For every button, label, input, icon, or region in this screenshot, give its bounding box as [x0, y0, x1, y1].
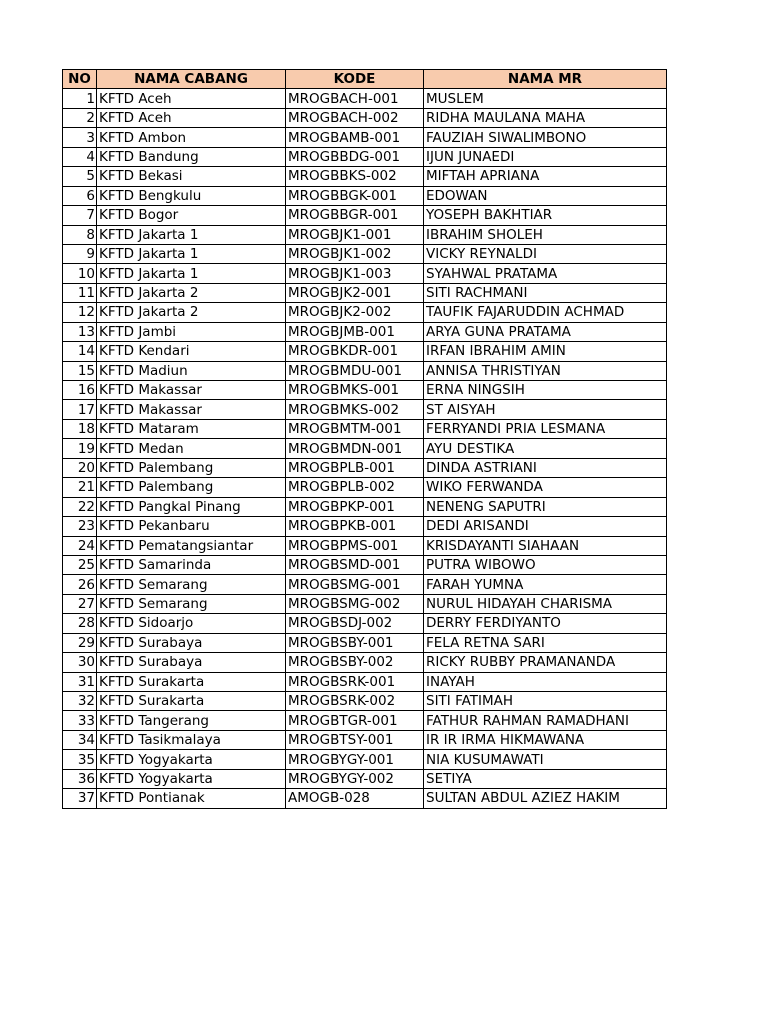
- kode-cell: MROGBTGR-001: [286, 711, 424, 730]
- no-cell: 6: [63, 186, 97, 205]
- nama-cabang-cell: KFTD Pematangsiantar: [97, 536, 286, 555]
- kode-cell: MROGBJK1-001: [286, 225, 424, 244]
- nama-mr-cell: RICKY RUBBY PRAMANANDA: [424, 653, 667, 672]
- kode-cell: MROGBJK1-002: [286, 244, 424, 263]
- nama-mr-cell: DINDA ASTRIANI: [424, 458, 667, 477]
- kode-cell: MROGBSRK-002: [286, 692, 424, 711]
- nama-cabang-cell: KFTD Bekasi: [97, 167, 286, 186]
- nama-mr-cell: TAUFIK FAJARUDDIN ACHMAD: [424, 303, 667, 322]
- nama-mr-cell: FERRYANDI PRIA LESMANA: [424, 419, 667, 438]
- no-cell: 22: [63, 497, 97, 516]
- nama-mr-cell: RIDHA MAULANA MAHA: [424, 108, 667, 127]
- nama-cabang-cell: KFTD Tasikmalaya: [97, 730, 286, 749]
- no-cell: 2: [63, 108, 97, 127]
- nama-cabang-cell: KFTD Ambon: [97, 128, 286, 147]
- sheet: [62, 69, 667, 809]
- nama-mr-cell: ST AISYAH: [424, 400, 667, 419]
- nama-cabang-cell: KFTD Semarang: [97, 575, 286, 594]
- nama-cabang-cell: KFTD Bandung: [97, 147, 286, 166]
- no-cell: 15: [63, 361, 97, 380]
- no-cell: 4: [63, 147, 97, 166]
- no-cell: 11: [63, 283, 97, 302]
- kode-cell: MROGBMDN-001: [286, 439, 424, 458]
- nama-cabang-cell: KFTD Jakarta 2: [97, 283, 286, 302]
- nama-mr-cell: FAUZIAH SIWALIMBONO: [424, 128, 667, 147]
- kode-cell: MROGBJMB-001: [286, 322, 424, 341]
- no-cell: 14: [63, 342, 97, 361]
- table-row: [63, 789, 667, 808]
- kode-cell: MROGBSRK-001: [286, 672, 424, 691]
- no-cell: 32: [63, 692, 97, 711]
- nama-cabang-cell: KFTD Mataram: [97, 419, 286, 438]
- nama-mr-cell: SYAHWAL PRATAMA: [424, 264, 667, 283]
- table-row: [63, 400, 667, 419]
- kode-cell: MROGBACH-001: [286, 89, 424, 108]
- no-cell: 31: [63, 672, 97, 691]
- nama-cabang-cell: KFTD Surabaya: [97, 653, 286, 672]
- no-cell: 9: [63, 244, 97, 263]
- nama-mr-cell: IJUN JUNAEDI: [424, 147, 667, 166]
- kode-cell: MROGBAMB-001: [286, 128, 424, 147]
- nama-mr-cell: SITI RACHMANI: [424, 283, 667, 302]
- kode-cell: MROGBPLB-002: [286, 478, 424, 497]
- no-cell: 21: [63, 478, 97, 497]
- kode-cell: MROGBACH-002: [286, 108, 424, 127]
- nama-cabang-cell: KFTD Pangkal Pinang: [97, 497, 286, 516]
- no-cell: 27: [63, 594, 97, 613]
- no-cell: 8: [63, 225, 97, 244]
- table-row: [63, 672, 667, 691]
- kode-cell: MROGBKDR-001: [286, 342, 424, 361]
- no-cell: 34: [63, 730, 97, 749]
- table-row: [63, 244, 667, 263]
- nama-mr-cell: EDOWAN: [424, 186, 667, 205]
- no-cell: 18: [63, 419, 97, 438]
- table-row: [63, 225, 667, 244]
- kode-cell: MROGBJK1-003: [286, 264, 424, 283]
- nama-cabang-cell: KFTD Makassar: [97, 381, 286, 400]
- header-row: [63, 70, 667, 89]
- nama-cabang-cell: KFTD Bengkulu: [97, 186, 286, 205]
- no-cell: 29: [63, 633, 97, 652]
- table-body: [63, 89, 667, 808]
- no-cell: 20: [63, 458, 97, 477]
- nama-cabang-cell: KFTD Jakarta 1: [97, 225, 286, 244]
- nama-cabang-cell: KFTD Yogyakarta: [97, 750, 286, 769]
- nama-mr-cell: NENENG SAPUTRI: [424, 497, 667, 516]
- kode-cell: MROGBJK2-001: [286, 283, 424, 302]
- no-cell: 7: [63, 206, 97, 225]
- nama-cabang-cell: KFTD Surakarta: [97, 672, 286, 691]
- table-row: [63, 769, 667, 788]
- table-row: [63, 167, 667, 186]
- no-cell: 24: [63, 536, 97, 555]
- no-cell: 23: [63, 517, 97, 536]
- no-cell: 3: [63, 128, 97, 147]
- table-row: [63, 555, 667, 574]
- table-row: [63, 419, 667, 438]
- nama-cabang-cell: KFTD Makassar: [97, 400, 286, 419]
- kode-cell: MROGBBGR-001: [286, 206, 424, 225]
- kode-cell: MROGBSBY-002: [286, 653, 424, 672]
- no-cell: 25: [63, 555, 97, 574]
- table-row: [63, 750, 667, 769]
- nama-mr-cell: FELA RETNA SARI: [424, 633, 667, 652]
- no-cell: 1: [63, 89, 97, 108]
- kode-cell: MROGBSMG-002: [286, 594, 424, 613]
- table-row: [63, 108, 667, 127]
- no-cell: 37: [63, 789, 97, 808]
- no-cell: 5: [63, 167, 97, 186]
- nama-mr-cell: IRFAN IBRAHIM AMIN: [424, 342, 667, 361]
- nama-cabang-cell: KFTD Jakarta 2: [97, 303, 286, 322]
- kode-cell: MROGBBKS-002: [286, 167, 424, 186]
- table-row: [63, 128, 667, 147]
- nama-cabang-cell: KFTD Pekanbaru: [97, 517, 286, 536]
- nama-mr-cell: DEDI ARISANDI: [424, 517, 667, 536]
- nama-cabang-cell: KFTD Aceh: [97, 108, 286, 127]
- kode-cell: MROGBPKP-001: [286, 497, 424, 516]
- kode-cell: MROGBSMD-001: [286, 555, 424, 574]
- header-nama-cabang: NAMA CABANG: [97, 70, 286, 89]
- nama-mr-cell: IR IR IRMA HIKMAWANA: [424, 730, 667, 749]
- no-cell: 33: [63, 711, 97, 730]
- kode-cell: MROGBSDJ-002: [286, 614, 424, 633]
- nama-mr-cell: YOSEPH BAKHTIAR: [424, 206, 667, 225]
- nama-cabang-cell: KFTD Bogor: [97, 206, 286, 225]
- nama-mr-cell: KRISDAYANTI SIAHAAN: [424, 536, 667, 555]
- table-row: [63, 458, 667, 477]
- nama-cabang-cell: KFTD Samarinda: [97, 555, 286, 574]
- no-cell: 26: [63, 575, 97, 594]
- table-row: [63, 536, 667, 555]
- nama-mr-cell: SULTAN ABDUL AZIEZ HAKIM: [424, 789, 667, 808]
- nama-cabang-cell: KFTD Palembang: [97, 458, 286, 477]
- table-row: [63, 264, 667, 283]
- kode-cell: MROGBTSY-001: [286, 730, 424, 749]
- kode-cell: MROGBMTM-001: [286, 419, 424, 438]
- nama-mr-cell: FARAH YUMNA: [424, 575, 667, 594]
- table-row: [63, 283, 667, 302]
- no-cell: 17: [63, 400, 97, 419]
- nama-mr-cell: ERNA NINGSIH: [424, 381, 667, 400]
- no-cell: 28: [63, 614, 97, 633]
- kode-cell: MROGBMKS-001: [286, 381, 424, 400]
- no-cell: 10: [63, 264, 97, 283]
- nama-mr-cell: WIKO FERWANDA: [424, 478, 667, 497]
- table-row: [63, 653, 667, 672]
- nama-mr-cell: SITI FATIMAH: [424, 692, 667, 711]
- table-row: [63, 614, 667, 633]
- table-row: [63, 439, 667, 458]
- nama-cabang-cell: KFTD Palembang: [97, 478, 286, 497]
- kode-cell: MROGBYGY-001: [286, 750, 424, 769]
- table-row: [63, 517, 667, 536]
- kode-cell: MROGBPKB-001: [286, 517, 424, 536]
- kode-cell: MROGBBGK-001: [286, 186, 424, 205]
- nama-mr-cell: DERRY FERDIYANTO: [424, 614, 667, 633]
- no-cell: 19: [63, 439, 97, 458]
- no-cell: 16: [63, 381, 97, 400]
- kode-cell: MROGBMDU-001: [286, 361, 424, 380]
- nama-mr-cell: INAYAH: [424, 672, 667, 691]
- nama-cabang-cell: KFTD Madiun: [97, 361, 286, 380]
- kode-cell: MROGBBDG-001: [286, 147, 424, 166]
- table-row: [63, 711, 667, 730]
- nama-mr-cell: MIFTAH APRIANA: [424, 167, 667, 186]
- table-row: [63, 730, 667, 749]
- kode-cell: AMOGB-028: [286, 789, 424, 808]
- table-row: [63, 575, 667, 594]
- header-kode: KODE: [286, 70, 424, 89]
- table-row: [63, 206, 667, 225]
- nama-mr-cell: VICKY REYNALDI: [424, 244, 667, 263]
- nama-cabang-cell: KFTD Semarang: [97, 594, 286, 613]
- header-nama-mr: NAMA MR: [424, 70, 667, 89]
- nama-cabang-cell: KFTD Pontianak: [97, 789, 286, 808]
- no-cell: 30: [63, 653, 97, 672]
- kode-cell: MROGBJK2-002: [286, 303, 424, 322]
- no-cell: 12: [63, 303, 97, 322]
- no-cell: 13: [63, 322, 97, 341]
- header-no: NO: [63, 70, 97, 89]
- table-row: [63, 186, 667, 205]
- no-cell: 36: [63, 769, 97, 788]
- nama-cabang-cell: KFTD Yogyakarta: [97, 769, 286, 788]
- nama-cabang-cell: KFTD Kendari: [97, 342, 286, 361]
- nama-cabang-cell: KFTD Surakarta: [97, 692, 286, 711]
- nama-mr-cell: PUTRA WIBOWO: [424, 555, 667, 574]
- kode-cell: MROGBSBY-001: [286, 633, 424, 652]
- table-row: [63, 89, 667, 108]
- nama-mr-cell: ANNISA THRISTIYAN: [424, 361, 667, 380]
- table-row: [63, 147, 667, 166]
- nama-mr-cell: NIA KUSUMAWATI: [424, 750, 667, 769]
- nama-mr-cell: SETIYA: [424, 769, 667, 788]
- table-row: [63, 303, 667, 322]
- table-row: [63, 322, 667, 341]
- kode-cell: MROGBMKS-002: [286, 400, 424, 419]
- nama-mr-cell: FATHUR RAHMAN RAMADHANI: [424, 711, 667, 730]
- mr-table: [62, 69, 667, 809]
- table-row: [63, 633, 667, 652]
- nama-cabang-cell: KFTD Jambi: [97, 322, 286, 341]
- kode-cell: MROGBYGY-002: [286, 769, 424, 788]
- kode-cell: MROGBSMG-001: [286, 575, 424, 594]
- table-row: [63, 478, 667, 497]
- nama-mr-cell: ARYA GUNA PRATAMA: [424, 322, 667, 341]
- nama-cabang-cell: KFTD Jakarta 1: [97, 264, 286, 283]
- kode-cell: MROGBPMS-001: [286, 536, 424, 555]
- nama-cabang-cell: KFTD Aceh: [97, 89, 286, 108]
- nama-cabang-cell: KFTD Tangerang: [97, 711, 286, 730]
- table-row: [63, 594, 667, 613]
- nama-cabang-cell: KFTD Jakarta 1: [97, 244, 286, 263]
- nama-cabang-cell: KFTD Medan: [97, 439, 286, 458]
- no-cell: 35: [63, 750, 97, 769]
- table-row: [63, 497, 667, 516]
- table-row: [63, 692, 667, 711]
- nama-cabang-cell: KFTD Sidoarjo: [97, 614, 286, 633]
- nama-mr-cell: IBRAHIM SHOLEH: [424, 225, 667, 244]
- table-row: [63, 381, 667, 400]
- table-row: [63, 342, 667, 361]
- nama-mr-cell: MUSLEM: [424, 89, 667, 108]
- nama-mr-cell: NURUL HIDAYAH CHARISMA: [424, 594, 667, 613]
- nama-mr-cell: AYU DESTIKA: [424, 439, 667, 458]
- kode-cell: MROGBPLB-001: [286, 458, 424, 477]
- nama-cabang-cell: KFTD Surabaya: [97, 633, 286, 652]
- table-row: [63, 361, 667, 380]
